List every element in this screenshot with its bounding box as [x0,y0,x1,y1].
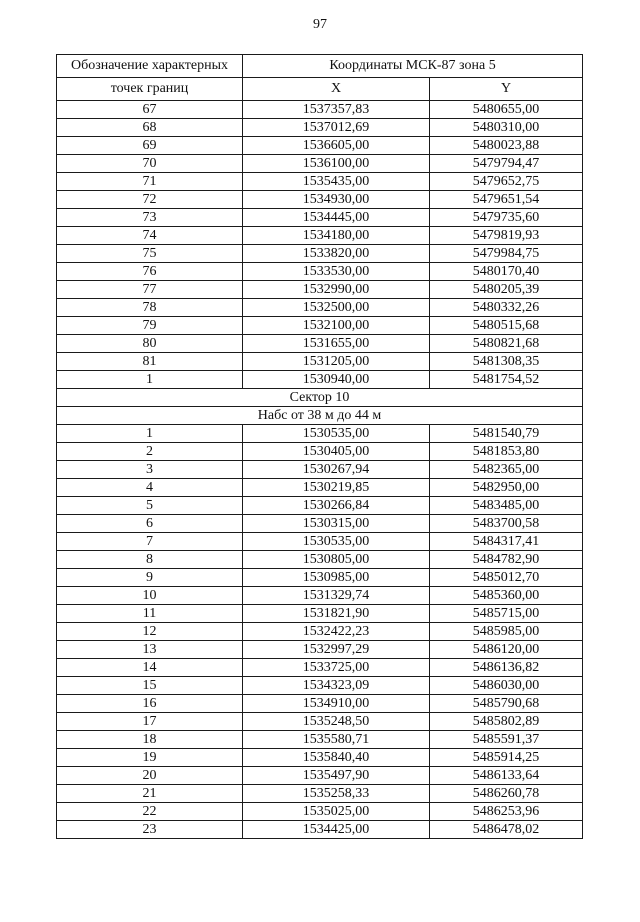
point-designation-header-line1: Обозначение характерных [57,55,243,78]
point-number-cell: 1 [57,425,243,443]
point-number-cell: 70 [57,155,243,173]
x-coordinate-cell: 1530315,00 [243,515,430,533]
y-coordinate-cell: 5481540,79 [430,425,583,443]
point-number-cell: 9 [57,569,243,587]
y-coordinate-cell: 5486253,96 [430,803,583,821]
x-coordinate-cell: 1530266,84 [243,497,430,515]
point-number-cell: 11 [57,605,243,623]
table-row [57,533,583,551]
y-coordinate-cell: 5485591,37 [430,731,583,749]
y-coordinate-cell: 5480023,88 [430,137,583,155]
point-number-cell: 13 [57,641,243,659]
x-coordinate-cell: 1535497,90 [243,767,430,785]
y-coordinate-cell: 5485790,68 [430,695,583,713]
x-coordinate-cell: 1532100,00 [243,317,430,335]
x-coordinate-cell: 1535435,00 [243,173,430,191]
y-coordinate-cell: 5480310,00 [430,119,583,137]
x-coordinate-cell: 1530405,00 [243,443,430,461]
table-row [57,641,583,659]
point-number-cell: 19 [57,749,243,767]
x-coordinate-cell: 1536605,00 [243,137,430,155]
table-header [57,55,583,101]
table-row [57,443,583,461]
table-row [57,551,583,569]
y-coordinate-cell: 5486030,00 [430,677,583,695]
y-coordinate-cell: 5483700,58 [430,515,583,533]
table-body-top [57,101,583,389]
table-row [57,353,583,371]
point-number-cell: 21 [57,785,243,803]
y-coordinate-cell: 5485802,89 [430,713,583,731]
table-row [57,263,583,281]
table-row [57,821,583,839]
x-coordinate-cell: 1533530,00 [243,263,430,281]
y-coordinate-cell: 5479735,60 [430,209,583,227]
point-number-cell: 78 [57,299,243,317]
point-number-cell: 75 [57,245,243,263]
table-row [57,479,583,497]
y-coordinate-cell: 5482365,00 [430,461,583,479]
x-column-header: X [243,78,430,101]
table-row [57,299,583,317]
table-row [57,137,583,155]
point-number-cell: 23 [57,821,243,839]
sector-section-header [57,389,583,425]
x-coordinate-cell: 1532997,29 [243,641,430,659]
x-coordinate-cell: 1533725,00 [243,659,430,677]
x-coordinate-cell: 1532500,00 [243,299,430,317]
y-coordinate-cell: 5483485,00 [430,497,583,515]
y-coordinate-cell: 5486120,00 [430,641,583,659]
table-row [57,227,583,245]
table-row [57,731,583,749]
table-row [57,677,583,695]
x-coordinate-cell: 1530535,00 [243,425,430,443]
x-coordinate-cell: 1535840,40 [243,749,430,767]
x-coordinate-cell: 1535258,33 [243,785,430,803]
table-row [57,209,583,227]
y-coordinate-cell: 5482950,00 [430,479,583,497]
table-row [57,101,583,119]
y-coordinate-cell: 5481754,52 [430,371,583,389]
table-row [57,317,583,335]
point-number-cell: 10 [57,587,243,605]
point-number-cell: 79 [57,317,243,335]
point-number-cell: 22 [57,803,243,821]
y-coordinate-cell: 5485012,70 [430,569,583,587]
point-number-cell: 71 [57,173,243,191]
height-range: Набс от 38 м до 44 м [57,407,583,425]
table-row [57,497,583,515]
x-coordinate-cell: 1531821,90 [243,605,430,623]
table-row [57,155,583,173]
y-coordinate-cell: 5480332,26 [430,299,583,317]
point-number-cell: 72 [57,191,243,209]
x-coordinate-cell: 1530219,85 [243,479,430,497]
point-number-cell: 18 [57,731,243,749]
point-number-cell: 69 [57,137,243,155]
table-row [57,749,583,767]
point-number-cell: 7 [57,533,243,551]
table-row [57,695,583,713]
y-coordinate-cell: 5479652,75 [430,173,583,191]
y-coordinate-cell: 5485985,00 [430,623,583,641]
y-coordinate-cell: 5486136,82 [430,659,583,677]
y-coordinate-cell: 5480821,68 [430,335,583,353]
x-coordinate-cell: 1532422,23 [243,623,430,641]
x-coordinate-cell: 1531205,00 [243,353,430,371]
y-coordinate-cell: 5479794,47 [430,155,583,173]
coordinates-system-header: Координаты МСК-87 зона 5 [243,55,583,78]
point-number-cell: 15 [57,677,243,695]
y-coordinate-cell: 5480655,00 [430,101,583,119]
y-coordinate-cell: 5486260,78 [430,785,583,803]
point-number-cell: 4 [57,479,243,497]
point-number-cell: 5 [57,497,243,515]
point-number-cell: 20 [57,767,243,785]
y-coordinate-cell: 5485715,00 [430,605,583,623]
point-number-cell: 68 [57,119,243,137]
x-coordinate-cell: 1531329,74 [243,587,430,605]
x-coordinate-cell: 1535248,50 [243,713,430,731]
y-coordinate-cell: 5481853,80 [430,443,583,461]
point-number-cell: 12 [57,623,243,641]
x-coordinate-cell: 1530267,94 [243,461,430,479]
x-coordinate-cell: 1534180,00 [243,227,430,245]
x-coordinate-cell: 1533820,00 [243,245,430,263]
table-row [57,173,583,191]
page-number: 97 [313,17,327,32]
sector-title: Сектор 10 [57,389,583,407]
table-row [57,335,583,353]
x-coordinate-cell: 1537357,83 [243,101,430,119]
x-coordinate-cell: 1537012,69 [243,119,430,137]
x-coordinate-cell: 1530805,00 [243,551,430,569]
point-number-cell: 6 [57,515,243,533]
table-row [57,119,583,137]
table-row [57,281,583,299]
x-coordinate-cell: 1535580,71 [243,731,430,749]
y-coordinate-cell: 5484782,90 [430,551,583,569]
y-coordinate-cell: 5484317,41 [430,533,583,551]
table-row [57,461,583,479]
table-row [57,191,583,209]
y-coordinate-cell: 5486478,02 [430,821,583,839]
x-coordinate-cell: 1535025,00 [243,803,430,821]
point-number-cell: 3 [57,461,243,479]
y-coordinate-cell: 5481308,35 [430,353,583,371]
table-row [57,425,583,443]
y-coordinate-cell: 5485914,25 [430,749,583,767]
table-row [57,623,583,641]
point-number-cell: 80 [57,335,243,353]
table-row [57,785,583,803]
table-row [57,515,583,533]
coordinates-table [56,54,583,839]
x-coordinate-cell: 1532990,00 [243,281,430,299]
x-coordinate-cell: 1530985,00 [243,569,430,587]
table-row [57,713,583,731]
y-coordinate-cell: 5480170,40 [430,263,583,281]
x-coordinate-cell: 1534930,00 [243,191,430,209]
y-coordinate-cell: 5485360,00 [430,587,583,605]
y-coordinate-cell: 5479651,54 [430,191,583,209]
table-row [57,803,583,821]
x-coordinate-cell: 1536100,00 [243,155,430,173]
point-number-cell: 81 [57,353,243,371]
x-coordinate-cell: 1534425,00 [243,821,430,839]
point-number-cell: 16 [57,695,243,713]
table-row [57,587,583,605]
point-number-cell: 17 [57,713,243,731]
y-coordinate-cell: 5479984,75 [430,245,583,263]
point-number-cell: 77 [57,281,243,299]
point-number-cell: 73 [57,209,243,227]
x-coordinate-cell: 1534445,00 [243,209,430,227]
y-coordinate-cell: 5480205,39 [430,281,583,299]
y-coordinate-cell: 5480515,68 [430,317,583,335]
point-number-cell: 8 [57,551,243,569]
y-coordinate-cell: 5479819,93 [430,227,583,245]
point-number-cell: 67 [57,101,243,119]
x-coordinate-cell: 1534323,09 [243,677,430,695]
point-designation-header-line2: точек границ [57,78,243,101]
y-coordinate-cell: 5486133,64 [430,767,583,785]
point-number-cell: 14 [57,659,243,677]
y-column-header: Y [430,78,583,101]
x-coordinate-cell: 1531655,00 [243,335,430,353]
x-coordinate-cell: 1530940,00 [243,371,430,389]
table-body-bottom [57,425,583,839]
point-number-cell: 1 [57,371,243,389]
table-row [57,659,583,677]
table-row [57,245,583,263]
table-row [57,767,583,785]
table-row [57,569,583,587]
table-row [57,605,583,623]
point-number-cell: 2 [57,443,243,461]
table-row [57,371,583,389]
point-number-cell: 74 [57,227,243,245]
x-coordinate-cell: 1534910,00 [243,695,430,713]
point-number-cell: 76 [57,263,243,281]
x-coordinate-cell: 1530535,00 [243,533,430,551]
